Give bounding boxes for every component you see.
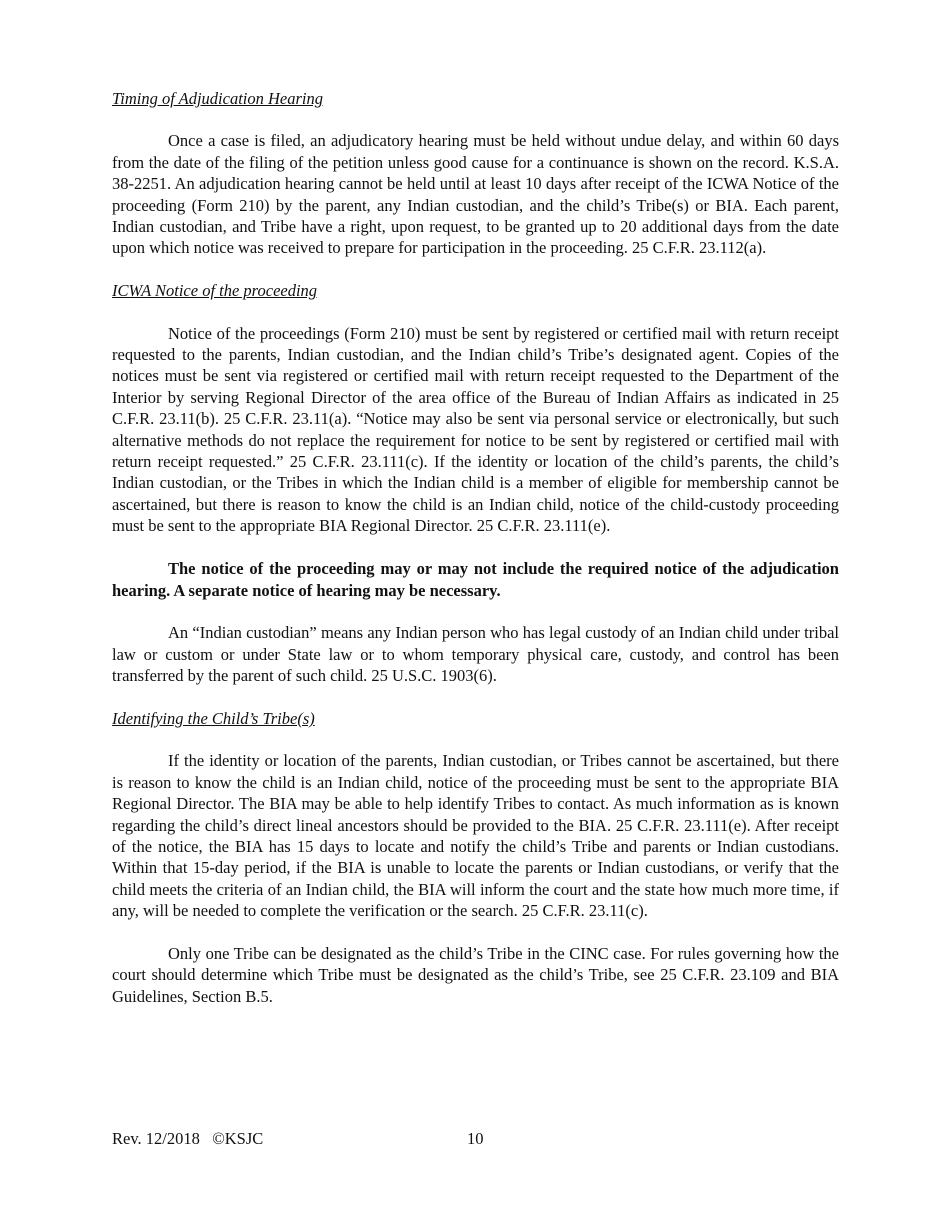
page-number: 10 — [467, 1129, 484, 1148]
section-heading-timing: Timing of Adjudication Hearing — [112, 89, 323, 108]
paragraph-indian-custodian: An “Indian custodian” means any Indian person who has legal custody of an Indian child under tribal law or custom or under State law or to whom temporary physical care, custody, and control has been transferred by the parent of such child. 25 U.S.C. 1903(6). — [112, 623, 839, 686]
footer-revision: Rev. 12/2018 ©KSJC — [112, 1129, 264, 1148]
paragraph-one-tribe: Only one Tribe can be designated as the child’s Tribe in the CINC case. For rules governing how the court should determine which Tribe must be designated as the child’s Tribe, see 25 C.F.R. 23.109 and BIA Guidelines, Section B.5. — [112, 943, 839, 1006]
document-page — [112, 88, 839, 1007]
paragraph-bold-notice: The notice of the proceeding may or may not include the required notice of the adjudication hearing. A separate notice of hearing may be necessary. — [112, 559, 839, 600]
paragraph-timing: Once a case is filed, an adjudicatory hearing must be held without undue delay, and within 60 days from the date of the filing of the petition unless good cause for a continuance is shown on the record. K.S.A. 38-2251. An adjudication hearing cannot be held until at least 10 days after receipt of the ICWA Notice of the proceeding (Form 210) by the parent, any Indian custodian, and the child’s Tribe(s) or BIA. Each parent, Indian custodian, and Tribe have a right, upon request, to be granted up to 20 additional days from the date upon which notice was received to prepare for participation in the proceeding. 25 C.F.R. 23.112(a). — [112, 131, 839, 258]
paragraph-icwa-notice: Notice of the proceedings (Form 210) must be sent by registered or certified mail with return receipt requested to the parents, Indian custodian, and the Indian child’s Tribe’s designated agent. Copies of the notices must be sent via registered or certified mail with return receipt requested to the Department of the Interior by serving Regional Director of the area office of the Bureau of Indian Affairs as indicated in 25 C.F.R. 23.11(b). 25 C.F.R. 23.11(a). “Notice may also be sent via personal service or electronically, but such alternative methods do not replace the requirement for notice to be sent by registered or certified mail with return receipt requested.” 25 C.F.R. 23.111(c). If the identity or location of the child’s parents, the child’s Indian custodian, or the Tribes in which the Indian child is a member of eligible for membership cannot be ascertained, but there is reason to know the child is an Indian child, notice of the child-custody proceeding must be sent to the appropriate BIA Regional Director. 25 C.F.R. 23.111(e). — [112, 323, 839, 536]
section-heading-identifying-tribe: Identifying the Child’s Tribe(s) — [112, 708, 315, 728]
section-heading-icwa-notice: ICWA Notice of the proceeding — [112, 281, 318, 301]
paragraph-identifying-tribe: If the identity or location of the parents, Indian custodian, or Tribes cannot be ascertained, but there is reason to know the child is an Indian child, notice of the proceeding must be sent to the appropriate BIA Regional Director. The BIA may be able to help identify Tribes to contact. As much information as is known regarding the child’s direct lineal ancestors should be provided to the BIA. 25 C.F.R. 23.111(e). After receipt of the notice, the BIA has 15 days to locate and notify the child’s Tribe and parents or Indian custodians. Within that 15-day period, if the BIA is unable to locate the parents or Indian custodians, or verify that the child meets the criteria of an Indian child, the BIA will inform the court and the state how much more time, if any, will be needed to complete the verification or the search. 25 C.F.R. 23.11(c). — [112, 751, 839, 921]
